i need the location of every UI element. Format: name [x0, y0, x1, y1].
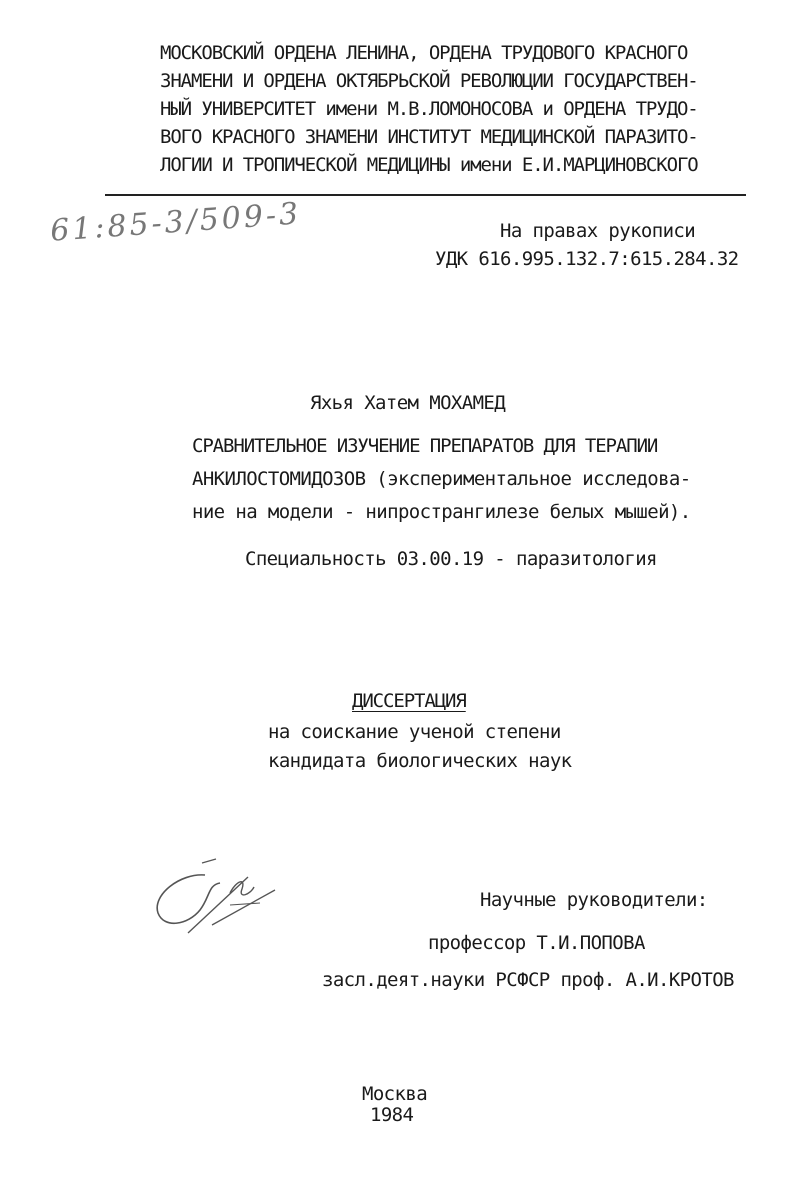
supervisors-heading: Научные руководители:	[480, 889, 708, 911]
header-line: ЛОГИИ И ТРОПИЧЕСКОЙ МЕДИЦИНЫ имени Е.И.МАРЦИНОВСКОГО	[160, 154, 698, 176]
title-line: ние на модели - нипространгилезе белых мышей).	[192, 501, 691, 523]
signature-mark	[150, 855, 285, 950]
year: 1984	[370, 1104, 414, 1126]
supervisor-1: профессор Т.И.ПОПОВА	[428, 932, 645, 954]
city: Москва	[362, 1083, 428, 1105]
author-name: Яхья Хатем МОХАМЕД	[310, 392, 506, 414]
manuscript-rights: На правах рукописи	[500, 220, 696, 242]
header-line: НЫЙ УНИВЕРСИТЕТ имени М.В.ЛОМОНОСОВА и ОРДЕНА ТРУДО-	[160, 98, 698, 120]
supervisor-2: засл.деят.науки РСФСР проф. А.И.КРОТОВ	[322, 969, 734, 991]
dissertation-heading: ДИССЕРТАЦИЯ	[352, 690, 466, 712]
header-line: ЗНАМЕНИ И ОРДЕНА ОКТЯБРЬСКОЙ РЕВОЛЮЦИИ ГОСУДАРСТВЕН-	[160, 70, 698, 92]
header-line: ВОГО КРАСНОГО ЗНАМЕНИ ИНСТИТУТ МЕДИЦИНСКОЙ ПАРАЗИТО-	[160, 126, 698, 148]
title-line: СРАВНИТЕЛЬНОЕ ИЗУЧЕНИЕ ПРЕПАРАТОВ ДЛЯ ТЕРАПИИ	[192, 435, 658, 457]
header-line: МОСКОВСКИЙ ОРДЕНА ЛЕНИНА, ОРДЕНА ТРУДОВОГО КРАСНОГО	[160, 42, 688, 64]
archive-handwritten-number: 61:85-3/509-3	[49, 196, 303, 249]
title-line: АНКИЛОСТОМИДОЗОВ (экспериментальное исследова-	[192, 468, 691, 490]
udc-code: УДК 616.995.132.7:615.284.32	[435, 248, 739, 270]
degree-field: кандидата биологических наук	[268, 750, 572, 772]
degree-line: на соискание ученой степени	[268, 721, 561, 743]
header-divider	[105, 194, 746, 196]
specialty: Специальность 03.00.19 - паразитология	[245, 548, 657, 570]
